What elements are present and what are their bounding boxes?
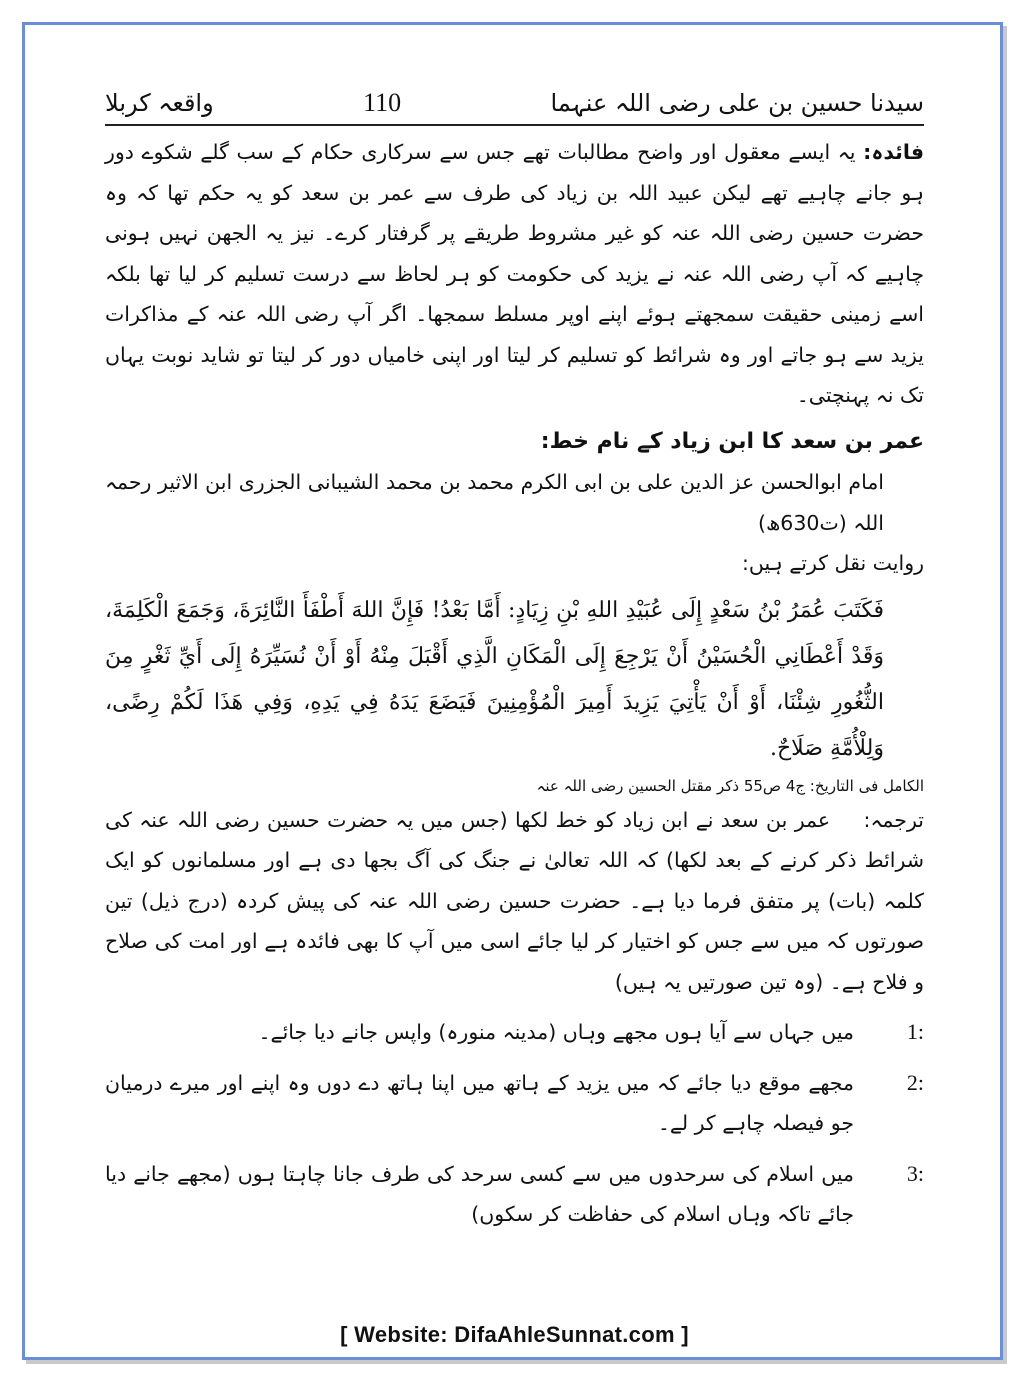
list-item <box>105 1063 924 1144</box>
header-rule <box>105 124 924 126</box>
reference-citation: الکامل فی التاریخ: ج4 ص55 ذکر مقتل الحسین رضی اللہ عنہ <box>536 776 924 795</box>
page-body <box>105 132 924 1235</box>
list-item-number: 3: <box>906 1160 924 1186</box>
list-item <box>105 1154 924 1235</box>
translation-label: ترجمہ: <box>863 807 924 832</box>
section-heading: عمر بن سعد کا ابن زیاد کے نام خط: <box>540 428 924 454</box>
list-item-number: 2: <box>906 1069 924 1095</box>
page-header <box>105 84 924 122</box>
header-book-title: سیدنا حسین بن علی رضی اللہ عنہما <box>550 89 924 117</box>
translation-text: عمر بن سعد نے ابن زیاد کو خط لکھا (جس میں یہ حضرت حسین رضی اللہ عنہ کی شرائط ذکر کرنے کے بعد لکھا) کہ اللہ تعالیٰ نے جنگ کی آگ بجھا دی ہے اور مسلمانوں کو ایک کلمہ (بات) پر متفق فرما دیا ہے۔ حضرت حسین رضی اللہ عنہ کی پیش کردہ (درج ذیل) تین صورتوں کہ میں سے جس کو اختیار کر لیا جائے اسی میں آپ کا بھی فائدہ ہے اور امت کی صلاح و فلاح ہے۔ (وہ تین صورتیں یہ ہیں) <box>105 807 924 994</box>
benefit-text: یہ ایسے معقول اور واضح مطالبات تھے جس سے سرکاری حکام کے سب گلے شکوے دور ہو جانے چاہیے تھے لیکن عبید اللہ بن زیاد کی طرف سے عمر بن سعد کو یہ حکم تھا کہ وہ حضرت حسین رضی اللہ عنہ کو غیر مشروط طریقے پر گرفتار کرے۔ نیز یہ الجھن نہیں ہونی چاہیے کہ آپ رضی اللہ عنہ نے یزید کی حکومت کو ہر لحاظ سے درست تسلیم کر لیا تھا بلکہ اسے زمینی حقیقت سمجھتے ہوئے اپنے اوپر مسلط سمجھا۔ اگر آپ رضی اللہ عنہ کے مذاکرات یزید سے ہو جاتے اور وہ شرائط کو تسلیم کر لیتا اور اپنی خامیاں دور کر لیتا تو شاید نوبت یہاں تک نہ پہنچتی۔ <box>105 140 924 407</box>
list-item-text: مجھے موقع دیا جائے کہ میں یزید کے ہاتھ میں اپنا ہاتھ دے دوں وہ اپنے اور میرے درمیان جو فیصلہ چاہے کر لے۔ <box>105 1070 854 1135</box>
arabic-quotation: فَكَتَبَ عُمَرُ بْنُ سَعْدٍ إِلَى عُبَيْدِ اللهِ بْنِ زِيَادٍ: أَمَّا بَعْدُ! فَإِنَّ اللهَ أَطْفَأَ النَّائِرَةَ، وَجَمَعَ الْكَلِمَةَ، وَقَدْ أَعْطَانِي الْحُسَيْنُ أَنْ يَرْجِعَ إِلَى الْمَكَانِ الَّذِي أَقْبَلَ مِنْهُ أَوْ أَنْ نُسَيِّرَهُ إِلَى أَيِّ ثَغْرٍ مِنَ الثُّغُورِ شِئْنَا، أَوْ أَنْ يَأْتِيَ يَزِيدَ أَمِيرَ الْمُؤْمِنِينَ فَيَضَعَ يَدَهُ فِي يَدِهِ، وَفِي هَذَا لَكُمْ رِضًى، وَلِلْأُمَّةِ صَلَاحٌ. <box>105 597 884 761</box>
benefit-paragraph <box>105 132 924 416</box>
website-footer: [ Website: DifaAhleSunnat.com ] <box>340 1322 689 1347</box>
list-item <box>105 1012 924 1053</box>
list-item-text: میں جہاں سے آیا ہوں مجھے وہاں (مدینہ منورہ) واپس جانے دیا جائے۔ <box>258 1020 854 1044</box>
narrator-line: امام ابوالحسن عز الدین علی بن ابی الکرم محمد بن محمد الشیبانی الجزری ابن الاثیر رحمہ اللہ (ت630ھ) <box>105 470 884 535</box>
list-item-text: میں اسلام کی سرحدوں میں سے کسی سرحد کی طرف جانا چاہتا ہوں (مجھے جانے دیا جائے تاکہ وہاں اسلام کی حفاظت کر سکوں) <box>105 1161 854 1226</box>
narrator-line-continued: روایت نقل کرتے ہیں: <box>742 551 924 575</box>
benefit-label: فائدہ: <box>863 140 924 164</box>
header-chapter-title: واقعہ کربلا <box>105 89 214 117</box>
translation-paragraph <box>105 800 924 1003</box>
list-item-number: 1: <box>906 1019 924 1044</box>
page-number: 110 <box>363 88 402 117</box>
